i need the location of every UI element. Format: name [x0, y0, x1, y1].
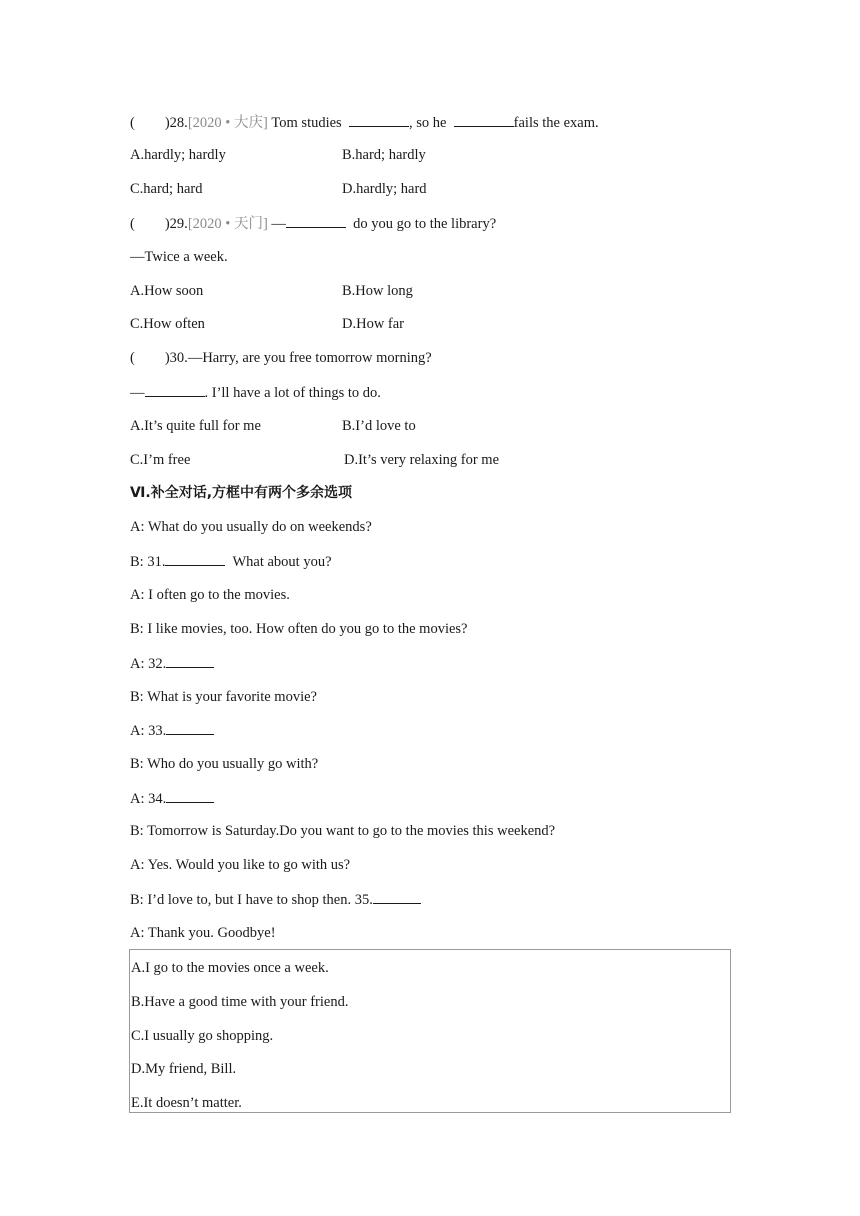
box-option-c: C.I usually go shopping.	[131, 1028, 274, 1044]
dialogue-line: B: Who do you usually go with?	[130, 756, 319, 772]
dialogue-line	[130, 654, 214, 673]
question-stem: —Harry, are you free tomorrow morning?	[187, 350, 432, 366]
question-stem-part: , so he	[408, 115, 447, 131]
box-option-e: E.It doesn’t matter.	[131, 1095, 242, 1111]
question-number: )29.	[164, 216, 188, 232]
dialogue-text: What about you?	[232, 554, 332, 570]
dialogue-line	[130, 890, 421, 909]
box-option-a: A.I go to the movies once a week.	[131, 960, 329, 976]
dialogue-reply: —Twice a week.	[130, 249, 228, 265]
answer-blank[interactable]	[286, 214, 346, 228]
dialogue-text: B: I’d love to, but I have to shop then. 35.	[130, 892, 373, 908]
dialogue-line: B: Tomorrow is Saturday.Do you want to go to the movies this weekend?	[130, 823, 556, 839]
answer-blank[interactable]	[166, 789, 214, 803]
dialogue-line: A: Thank you. Goodbye!	[130, 925, 276, 941]
question-stem-part: fails the exam.	[513, 115, 599, 131]
dialogue-line: B: I like movies, too. How often do you go to the movies?	[130, 621, 468, 637]
dialogue-line	[130, 552, 332, 571]
question-source: [2020 • 天门]	[187, 216, 268, 232]
dialogue-line: A: What do you usually do on weekends?	[130, 519, 372, 535]
box-option-b: B.Have a good time with your friend.	[131, 994, 349, 1010]
option-a: A.It’s quite full for me	[130, 418, 261, 434]
option-c: C.I’m free	[130, 452, 191, 468]
option-a: A.hardly; hardly	[130, 147, 226, 163]
question-number: )28.	[164, 115, 188, 131]
option-d: D.How far	[342, 316, 405, 332]
section-heading: Ⅵ.补全对话,方框中有两个多余选项	[130, 485, 353, 501]
question-28	[130, 113, 599, 132]
dialogue-line	[130, 789, 214, 808]
dialogue-text: B: 31.	[130, 554, 166, 570]
question-stem-part: do you go to the library?	[353, 216, 497, 232]
dialogue-line: B: What is your favorite movie?	[130, 689, 317, 705]
question-number: )30.	[164, 350, 188, 366]
question-30	[130, 349, 432, 367]
option-d: D.hardly; hard	[342, 181, 427, 197]
option-a: A.How soon	[130, 283, 204, 299]
dialogue-text: A: 34.	[130, 791, 167, 807]
box-option-d: D.My friend, Bill.	[131, 1061, 237, 1077]
answer-blank[interactable]	[165, 552, 225, 566]
question-29	[130, 214, 496, 233]
answer-paren: (	[130, 350, 135, 366]
answer-blank[interactable]	[145, 383, 205, 397]
answer-blank[interactable]	[454, 113, 514, 127]
option-b: B.How long	[342, 283, 413, 299]
option-b: B.I’d love to	[342, 418, 416, 434]
option-c: C.hard; hard	[130, 181, 203, 197]
dialogue-reply	[130, 383, 381, 402]
answer-blank[interactable]	[373, 890, 421, 904]
reply-text: . I’ll have a lot of things to do.	[204, 385, 381, 401]
dialogue-line: A: I often go to the movies.	[130, 587, 290, 603]
option-b: B.hard; hardly	[342, 147, 426, 163]
options-box	[129, 949, 731, 1113]
option-c: C.How often	[130, 316, 205, 332]
dialogue-text: A: 32.	[130, 656, 167, 672]
question-source: [2020 • 大庆]	[187, 115, 268, 131]
option-d: D.It’s very relaxing for me	[344, 452, 500, 468]
answer-blank[interactable]	[166, 654, 214, 668]
answer-blank[interactable]	[166, 721, 214, 735]
dialogue-line	[130, 721, 214, 740]
answer-blank[interactable]	[349, 113, 409, 127]
question-stem-part: Tom studies	[271, 115, 342, 131]
dialogue-line: A: Yes. Would you like to go with us?	[130, 857, 351, 873]
dialogue-text: A: 33.	[130, 723, 167, 739]
dialogue-dash: —	[130, 385, 145, 401]
answer-paren: (	[130, 115, 135, 131]
answer-paren: (	[130, 216, 135, 232]
dialogue-dash: —	[271, 216, 286, 232]
